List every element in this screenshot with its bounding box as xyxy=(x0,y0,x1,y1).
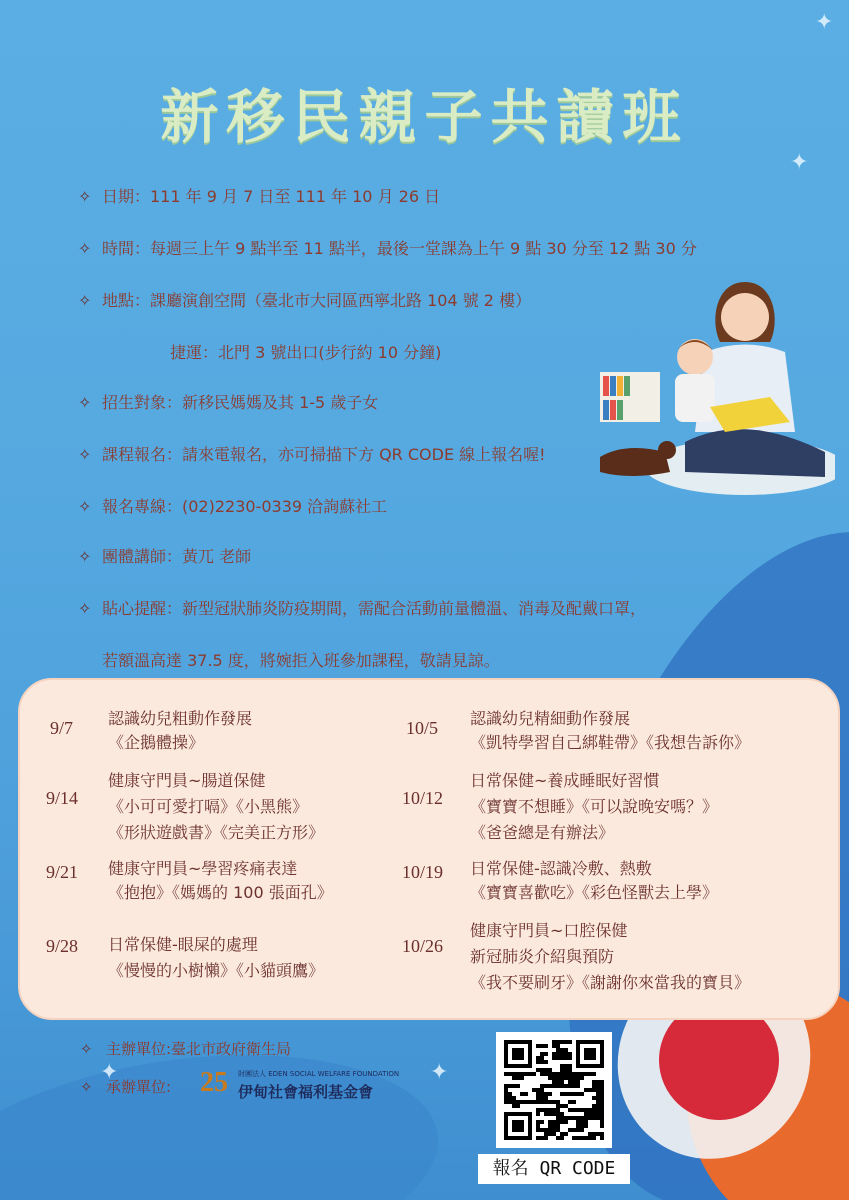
info-time xyxy=(78,236,697,259)
schedule-line: 《我不要刷牙》《謝謝你來當我的寶貝》 xyxy=(470,973,751,992)
schedule-date: 10/12 xyxy=(402,788,444,808)
schedule-line: 《慢慢的小樹懶》《小貓頭鷹》 xyxy=(108,961,325,980)
target-text: 招生對象：新移民媽媽及其 1-5 歲子女 xyxy=(102,393,379,412)
schedule-panel xyxy=(18,678,840,1020)
info-mrt: 捷運：北門 3 號出口(步行約 10 分鐘) xyxy=(170,343,442,362)
bullet-icon: ✧ xyxy=(78,393,92,412)
info-signup xyxy=(78,442,546,465)
qr-code[interactable] xyxy=(496,1032,612,1148)
schedule-line: 日常保健-眼屎的處理 xyxy=(108,935,258,954)
schedule-line: 認識幼兒精細動作發展 xyxy=(470,709,631,728)
sparkle-icon: ✦ xyxy=(815,10,834,35)
schedule-line: 《凱特學習自己綁鞋帶》《我想告訴你》 xyxy=(470,733,751,752)
schedule-line: 日常保健-認識冷敷、熱敷 xyxy=(470,859,652,878)
schedule-line: 日常保健~養成睡眠好習慣 xyxy=(470,771,660,790)
schedule-line: 健康守門員~學習疼痛表達 xyxy=(108,859,298,878)
logo-english: 財團法人 EDEN SOCIAL WELFARE FOUNDATION xyxy=(238,1070,400,1078)
signup-text: 課程報名：請來電報名，亦可掃描下方 QR CODE 線上報名喔! xyxy=(102,445,546,464)
mother-child-reading-illustration xyxy=(595,262,835,522)
sparkle-icon: ✦ xyxy=(100,1060,119,1085)
host-org xyxy=(80,1038,291,1059)
bullet-icon: ✧ xyxy=(78,497,92,516)
bullet-icon: ✧ xyxy=(78,547,92,566)
bullet-icon: ✧ xyxy=(78,445,92,464)
bullet-icon: ✧ xyxy=(78,599,92,618)
logo-chinese: 伊甸社會福利基金會 xyxy=(238,1083,374,1101)
sparkle-icon: ✦ xyxy=(790,150,809,175)
time-text: 時間：每週三上午 9 點半至 11 點半，最後一堂課為上午 9 點 30 分至 12 點 30 分 xyxy=(102,239,697,258)
logo-number: 25 xyxy=(200,1067,228,1098)
schedule-line: 《抱抱》《媽媽的 100 張面孔》 xyxy=(108,883,333,902)
info-target xyxy=(78,390,378,413)
teacher-text: 團體講師：黃兀 老師 xyxy=(102,547,252,566)
eden-foundation-logo xyxy=(200,1065,400,1105)
bullet-icon: ✧ xyxy=(78,239,92,258)
sparkle-icon: ✦ xyxy=(430,1060,449,1085)
schedule-line: 《寶寶不想睡》《可以說晚安嗎？》 xyxy=(470,797,719,816)
reminder-text-1: 貼心提醒：新型冠狀肺炎防疫期間，需配合活動前量體溫、消毒及配戴口罩， xyxy=(102,599,647,618)
info-date xyxy=(78,184,440,207)
schedule-line: 認識幼兒粗動作發展 xyxy=(108,709,253,728)
schedule-date: 9/14 xyxy=(46,788,79,808)
schedule-line: 《爸爸總是有辦法》 xyxy=(470,823,615,842)
bullet-icon: ✧ xyxy=(80,1040,93,1058)
schedule-date: 9/7 xyxy=(50,718,74,738)
bullet-icon: ✧ xyxy=(78,291,92,310)
schedule-date: 9/21 xyxy=(46,862,79,882)
schedule-line: 健康守門員~腸道保健 xyxy=(108,771,266,790)
schedule-date: 10/5 xyxy=(406,718,439,738)
schedule-line: 《企鵝體操》 xyxy=(108,733,205,752)
date-text: 日期：111 年 9 月 7 日至 111 年 10 月 26 日 xyxy=(102,187,441,206)
reminder-text-2: 若額溫高達 37.5 度，將婉拒入班參加課程，敬請見諒。 xyxy=(102,651,500,670)
place-text: 地點：課廳演創空間（臺北市大同區西寧北路 104 號 2 樓） xyxy=(102,291,532,310)
info-reminder xyxy=(78,596,646,619)
schedule-date: 9/28 xyxy=(46,936,79,956)
schedule-line: 新冠肺炎介紹與預防 xyxy=(470,947,615,966)
schedule-line: 《形狀遊戲書》《完美正方形》 xyxy=(108,823,325,842)
schedule-line: 《小可可愛打嗝》《小黑熊》 xyxy=(108,797,309,816)
bullet-icon: ✧ xyxy=(80,1078,93,1096)
info-place xyxy=(78,288,531,311)
page-title: 新移民親子共讀班 xyxy=(160,83,689,151)
schedule-line: 《寶寶喜歡吃》《彩色怪獸去上學》 xyxy=(470,883,719,902)
hotline-text: 報名專線：(02)2230-0339 洽詢蘇社工 xyxy=(102,497,388,516)
co-host-label: 承辦單位: xyxy=(106,1078,172,1096)
schedule-date: 10/26 xyxy=(402,936,444,956)
info-teacher xyxy=(78,544,251,567)
info-hotline xyxy=(78,494,387,517)
schedule-line: 健康守門員~口腔保健 xyxy=(470,921,628,940)
co-host-org xyxy=(80,1076,171,1097)
schedule-date: 10/19 xyxy=(402,862,444,882)
host-text: 主辦單位:臺北市政府衛生局 xyxy=(106,1040,292,1058)
bullet-icon: ✧ xyxy=(78,187,92,206)
qr-label: 報名 QR CODE xyxy=(478,1154,630,1184)
